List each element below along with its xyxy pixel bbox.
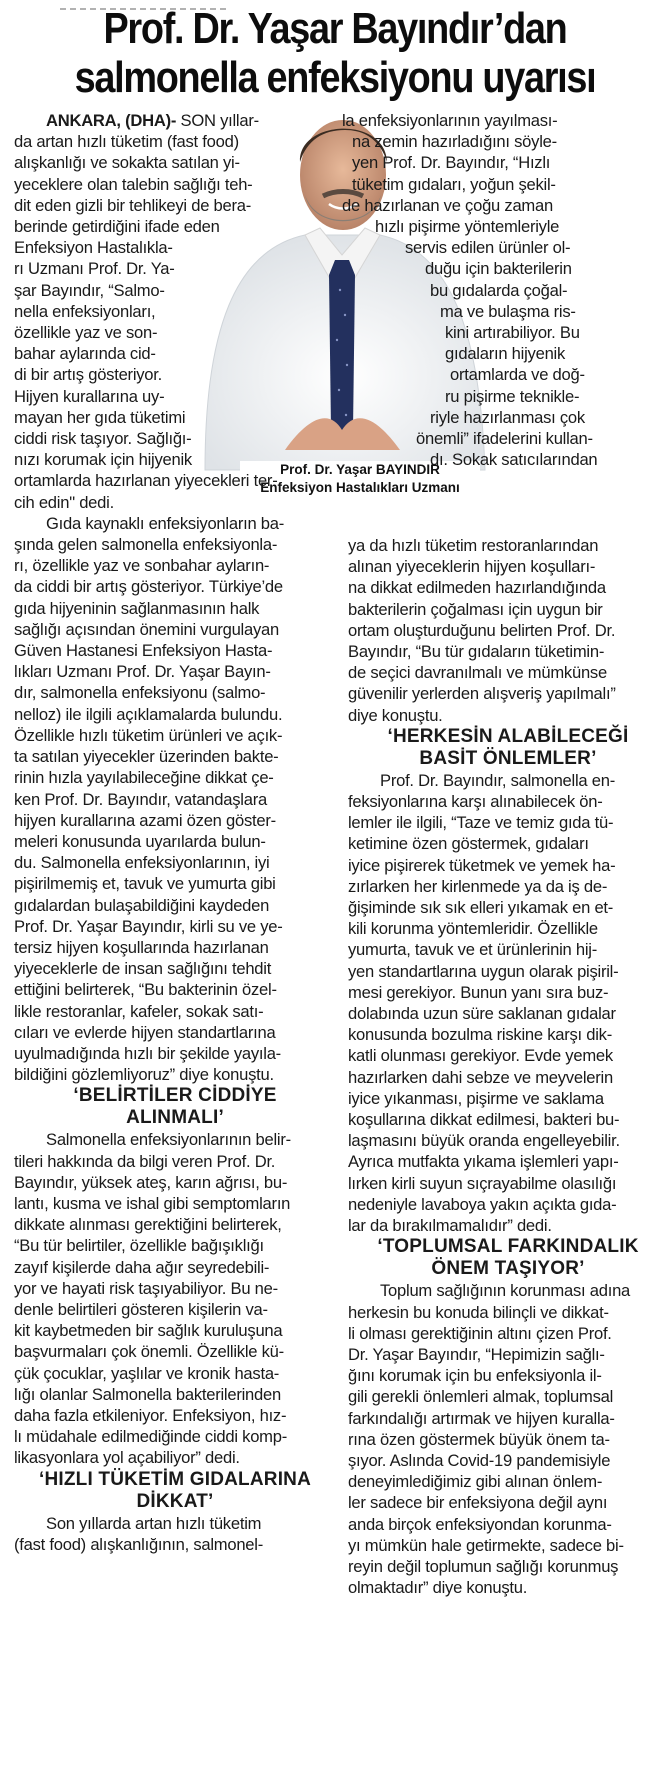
text-line: la enfeksiyonlarının yayılması- [342, 111, 558, 130]
paragraph [14, 513, 336, 1085]
text-line: pişirilmemiş et, tavuk ve yumurta gibi [14, 874, 276, 894]
headline-line: salmonella enfeksiyonu uyarısı [74, 53, 596, 102]
text-line: bu gıdalarda çoğal- [430, 280, 568, 300]
text-line: Bayındır, yüksek ateş, karın ağrısı, bu- [14, 1172, 288, 1192]
text-line: lı müdahale edilmediğinde ciddi komp- [14, 1427, 287, 1447]
text-line: Toplum sağlığının korunması adına [380, 1281, 631, 1301]
text-line: da artan hızlı tüketim (fast food) [14, 132, 239, 152]
text-line: gıdaların hijyenik [445, 344, 566, 364]
text-line: ciddi risk taşıyor. Sağlığı- [14, 429, 192, 449]
text-line: tersiz hijyen koşullarında hazırlanan [14, 937, 269, 957]
right-column [348, 535, 668, 1598]
text-line: bahar aylarında cid- [14, 344, 156, 364]
text-line: yı mümkün hale getirmekte, sadece bi- [348, 1535, 624, 1555]
text-line: de seçici davranılmalı ve mümkünse [348, 663, 607, 683]
text-line: yumurta, tavuk ve et ürünlerinin hij- [348, 940, 597, 960]
text-line: yiyeceklerle de insan sağlığını tehdit [14, 959, 272, 979]
text-line: Dr. Yaşar Bayındır, “Hepimizin sağlı- [348, 1344, 605, 1364]
text-line: herkesin bu konuda bilinçli ve dikkat- [348, 1302, 609, 1322]
text-line: lığı olanlar Salmonella bakterilerinden [14, 1384, 281, 1404]
paragraph [348, 1280, 668, 1598]
text-line: lırken kirli suyun sıçrayabilme olasılığı [348, 1173, 617, 1193]
text-line: da ciddi bir artış gösteriyor. Türkiye’de [14, 577, 283, 597]
text-line: ta satılan yiyecekler üzerinden bakte- [14, 747, 279, 767]
text-line: rı, özellikle yaz ve sonbahar ayların- [14, 556, 270, 576]
text-line: dolabında uzun süre saklanan gıdalar [348, 1004, 616, 1024]
text-line: yen Prof. Dr. Bayındır, “Hızlı [352, 153, 551, 173]
text-line: ANKARA, (DHA)- SON yıllar- [46, 111, 259, 130]
text-line: başvurmaları çok önemli. Özellikle kü- [14, 1342, 284, 1362]
text-line: de hazırlanan ve çoğu zaman [342, 195, 553, 215]
text-line: yeceklere olan talebin sağlığı teh- [14, 174, 253, 194]
text-line: koşullarına dikkat edilmesi, bakteri bu- [348, 1110, 620, 1130]
text-line: ğişiminde sık sık elleri yıkamak en et- [348, 898, 614, 918]
text-line: gıda hijyeninin sağlanmasının halk [14, 598, 260, 618]
caption-name: Prof. Dr. Yaşar BAYINDIR [280, 462, 440, 477]
intro-paragraph [14, 110, 336, 513]
text-line: dikkate alınması gerektiğini belirterek, [14, 1215, 282, 1235]
paragraph [14, 1513, 336, 1555]
text-line: hazırlarken dahi sebze ve meyvelerin [348, 1067, 613, 1087]
text-line: Prof. Dr. Bayındır, salmonella en- [380, 770, 615, 790]
text-line: nelloz) ile ilgili açıklamalarda bulundu. [14, 704, 283, 724]
text-line: lıkları Uzmanı Prof. Dr. Yaşar Bayın- [14, 662, 271, 682]
paragraph [14, 1129, 336, 1468]
text-line: lemler ile ilgili, “Taze ve temiz gıda tü- [348, 813, 614, 833]
text-line: çük çocuklar, yaşlılar ve kronik hasta- [14, 1363, 280, 1383]
text-line: şar Bayındır, “Salmo- [14, 280, 165, 300]
article-headline [47, 4, 623, 102]
text-line: deneyimlediğimiz gibi alınan önlem- [348, 1472, 603, 1492]
text-line: ken Prof. Dr. Bayındır, vatandaşlara [14, 789, 267, 809]
text-line: (fast food) alışkanlığının, salmonel- [14, 1534, 263, 1554]
text-line: diye konuştu. [348, 705, 443, 725]
text-line: riyle hazırlanması çok [430, 407, 585, 427]
text-line: dır, salmonella enfeksiyonu (salmo- [14, 683, 266, 703]
text-line: cıları ve evlerde hijyen standartlarına [14, 1022, 276, 1042]
text-line: Bayındır, “Bu tür gıdaların tüketimin- [348, 642, 605, 662]
text-line: lantı, kusma ve ishal gibi semptomların [14, 1193, 291, 1213]
text-line: bildiğini gözlemliyoruz” diye konuştu. [14, 1065, 274, 1085]
caption-title: Enfeksiyon Hastalıkları Uzmanı [260, 480, 460, 495]
text-line: duğu için bakterilerin [425, 259, 572, 279]
text-line: şıyor. Aslında Covid-19 pandemisiyle [348, 1450, 611, 1470]
text-line: ğını korumak için bu enfeksiyonla il- [348, 1366, 602, 1386]
text-line: nedeniyle lavaboya yakın açıkta gıda- [348, 1194, 617, 1214]
text-line: kit kaybetmeden bir sağlık kuruluşuna [14, 1321, 283, 1341]
text-line: dı. Sokak satıcılarından [430, 450, 598, 470]
text-line: güvenilir yerlerden alışveriş yapılmalı” [348, 684, 616, 704]
text-line: nella enfeksiyonları, [14, 301, 156, 321]
text-line: denle belirtileri gösteren kişilerin va- [14, 1299, 268, 1319]
text-line: kini artırabiliyor. Bu [445, 323, 580, 343]
text-line: Hijyen kurallarına uy- [14, 386, 165, 406]
text-line: yor ve hayati risk taşıyabiliyor. Bu ne- [14, 1278, 278, 1298]
text-line: ettiğini belirterek, “Bu bakterinin özel- [14, 980, 277, 1000]
subheading: ‘BELİRTİLER CİDDİYE ALINMALI’ [73, 1085, 277, 1129]
text-line: Son yıllarda artan hızlı tüketim [46, 1513, 262, 1533]
text-line: ler sadece bir enfeksiyona değil aynı [348, 1493, 608, 1513]
text-line: ortamlarda ve doğ- [450, 365, 585, 385]
text-line: gili gerekli önlemleri almak, toplumsal [348, 1387, 614, 1407]
text-line: olmaktadır” diye konuştu. [348, 1578, 528, 1598]
text-line: kili korunma yöntemleridir. Özellikle [348, 919, 598, 939]
text-line: likle restoranlar, kafeler, sokak satı- [14, 1001, 264, 1021]
text-line: servis edilen ürünler ol- [405, 238, 571, 258]
text-line: di bir artış gösteriyor. [14, 365, 163, 385]
text-line: zırlarken her kirlenmede ya da iş de- [348, 876, 608, 896]
text-line: li olması gerektiğinin altını çizen Prof. [348, 1323, 612, 1343]
text-line: konusunda bozulma riskine karşı dik- [348, 1025, 613, 1045]
text-line: farkındalığı artırmak ve hijyen kuralla- [348, 1408, 615, 1428]
text-line: berinde getirdiğini ifade eden [14, 217, 220, 237]
text-line: ketimine özen göstermek, gıdaları [348, 834, 589, 854]
text-line: tileri hakkında da bilgi veren Prof. Dr. [14, 1151, 276, 1171]
text-line: mayan her gıda tüketimi [14, 407, 186, 427]
headline-line: Prof. Dr. Yaşar Bayındır’dan [103, 4, 567, 53]
text-line: reyin değil toplumun sağlığı korunmuş [348, 1556, 619, 1576]
text-line: iyice pişirerek tüketmek ve yemek ha- [348, 855, 616, 875]
text-line: Özellikle hızlı tüketim ürünleri ve açık- [14, 725, 283, 745]
text-line: tüketim gıdaları, yoğun şekil- [352, 174, 556, 194]
right-column-wrap [330, 110, 660, 470]
text-line: Gıda kaynaklı enfeksiyonların ba- [46, 513, 285, 533]
text-line: rinin hızla yayılabileceğine dikkat çe- [14, 768, 274, 788]
text-line: alışkanlığı ve sokakta satılan yi- [14, 153, 240, 173]
text-line: alınan yiyeceklerin hijyen koşulları- [348, 557, 596, 577]
text-line: likasyonlara yol açabiliyor” dedi. [14, 1448, 240, 1468]
text-line: ortamlarda hazırlanan yiyecekleri ter- [14, 471, 278, 491]
text-line: “Bu tür belirtiler, özellikle bağışıklığı [14, 1236, 264, 1256]
text-line: Enfeksiyon Hastalıkla- [14, 238, 173, 258]
text-line: mesi gerekiyor. Bunun yanı sıra buz- [348, 982, 609, 1002]
text-line: laşmasını büyük oranda engelleyebilir. [348, 1131, 620, 1151]
text-line: yen standartlarına uygun olarak pişiril- [348, 961, 619, 981]
text-line: Güven Hastanesi Enfeksiyon Hasta- [14, 641, 273, 661]
text-line: zayıf kişilerde daha ağır seyredebili- [14, 1257, 270, 1277]
text-line: özellikle yaz ve son- [14, 323, 158, 343]
text-line: lar da bırakılmamalıdır” dedi. [348, 1216, 552, 1236]
text-line: ortam oluşturduğunu belirten Prof. Dr. [348, 620, 616, 640]
text-line: rına özen göstermek büyük önem ta- [348, 1429, 610, 1449]
text-line: şında gelen salmonella enfeksiyonla- [14, 535, 278, 555]
text-line: bakterilerin çoğalması için uygun bir [348, 599, 603, 619]
text-line: önemli” ifadelerini kullan- [416, 429, 593, 449]
text-line: na zemin hazırladığını söyle- [352, 132, 557, 152]
text-line: ya da hızlı tüketim restoranlarından [348, 536, 599, 555]
text-line: feksiyonlarına karşı alınabilecek ön- [348, 792, 603, 812]
text-line: gıdalardan bulaşabildiğini kaydeden [14, 895, 270, 915]
text-line: du. Salmonella enfeksiyonlarının, iyi [14, 853, 270, 873]
text-line: katli olunması gerekiyor. Evde yemek [348, 1046, 613, 1066]
subheading: ‘HERKESİN ALABİLECEĞİ BASİT ÖNLEMLER’ [387, 725, 629, 769]
subheading: ‘TOPLUMSAL FARKINDALIK ÖNEM TAŞIYOR’ [377, 1236, 639, 1280]
subheading: ‘HIZLI TÜKETİM GIDALARINA DİKKAT’ [38, 1468, 312, 1512]
text-line: Salmonella enfeksiyonlarının belir- [46, 1130, 291, 1150]
dateline: ANKARA, (DHA)- [46, 111, 177, 130]
text-line: meleri konusunda uyarılarda bulun- [14, 831, 266, 851]
text-line: uyulmadığında hızlı bir şekilde yayıla- [14, 1043, 281, 1063]
text-line: daha fazla etkileniyor. Enfeksiyon, hız- [14, 1405, 287, 1425]
left-column [14, 110, 336, 1555]
paragraph [330, 110, 660, 470]
text-line: anda birçok enfeksiyondan korunma- [348, 1514, 612, 1534]
text-line: rı Uzmanı Prof. Dr. Ya- [14, 259, 175, 279]
text-line: sağlığı açısından önemini vurgulayan [14, 619, 279, 639]
text-line: cih edin" dedi. [14, 492, 114, 512]
text-line: ru pişirme teknikle- [445, 386, 580, 406]
text-line: Prof. Dr. Yaşar Bayındır, kirli su ve ye- [14, 916, 283, 936]
text-line: dit eden gizli bir tehlikeyi de bera- [14, 195, 252, 215]
text-line: hızlı pişirme yöntemleriyle [375, 217, 560, 237]
text-line: iyice yıkanması, pişirme ve saklama [348, 1088, 604, 1108]
paragraph [348, 770, 668, 1236]
text-line: nızı korumak için hijyenik [14, 450, 192, 470]
text-line: Ayrıca mutfakta yıkama işlemleri yapı- [348, 1152, 619, 1172]
text-line: na dikkat edilmeden hazırlandığında [348, 578, 606, 598]
paragraph [348, 535, 668, 726]
text-line: hijyen kurallarına azami özen göster- [14, 810, 276, 830]
text-line: ma ve bulaşma ris- [440, 301, 576, 321]
